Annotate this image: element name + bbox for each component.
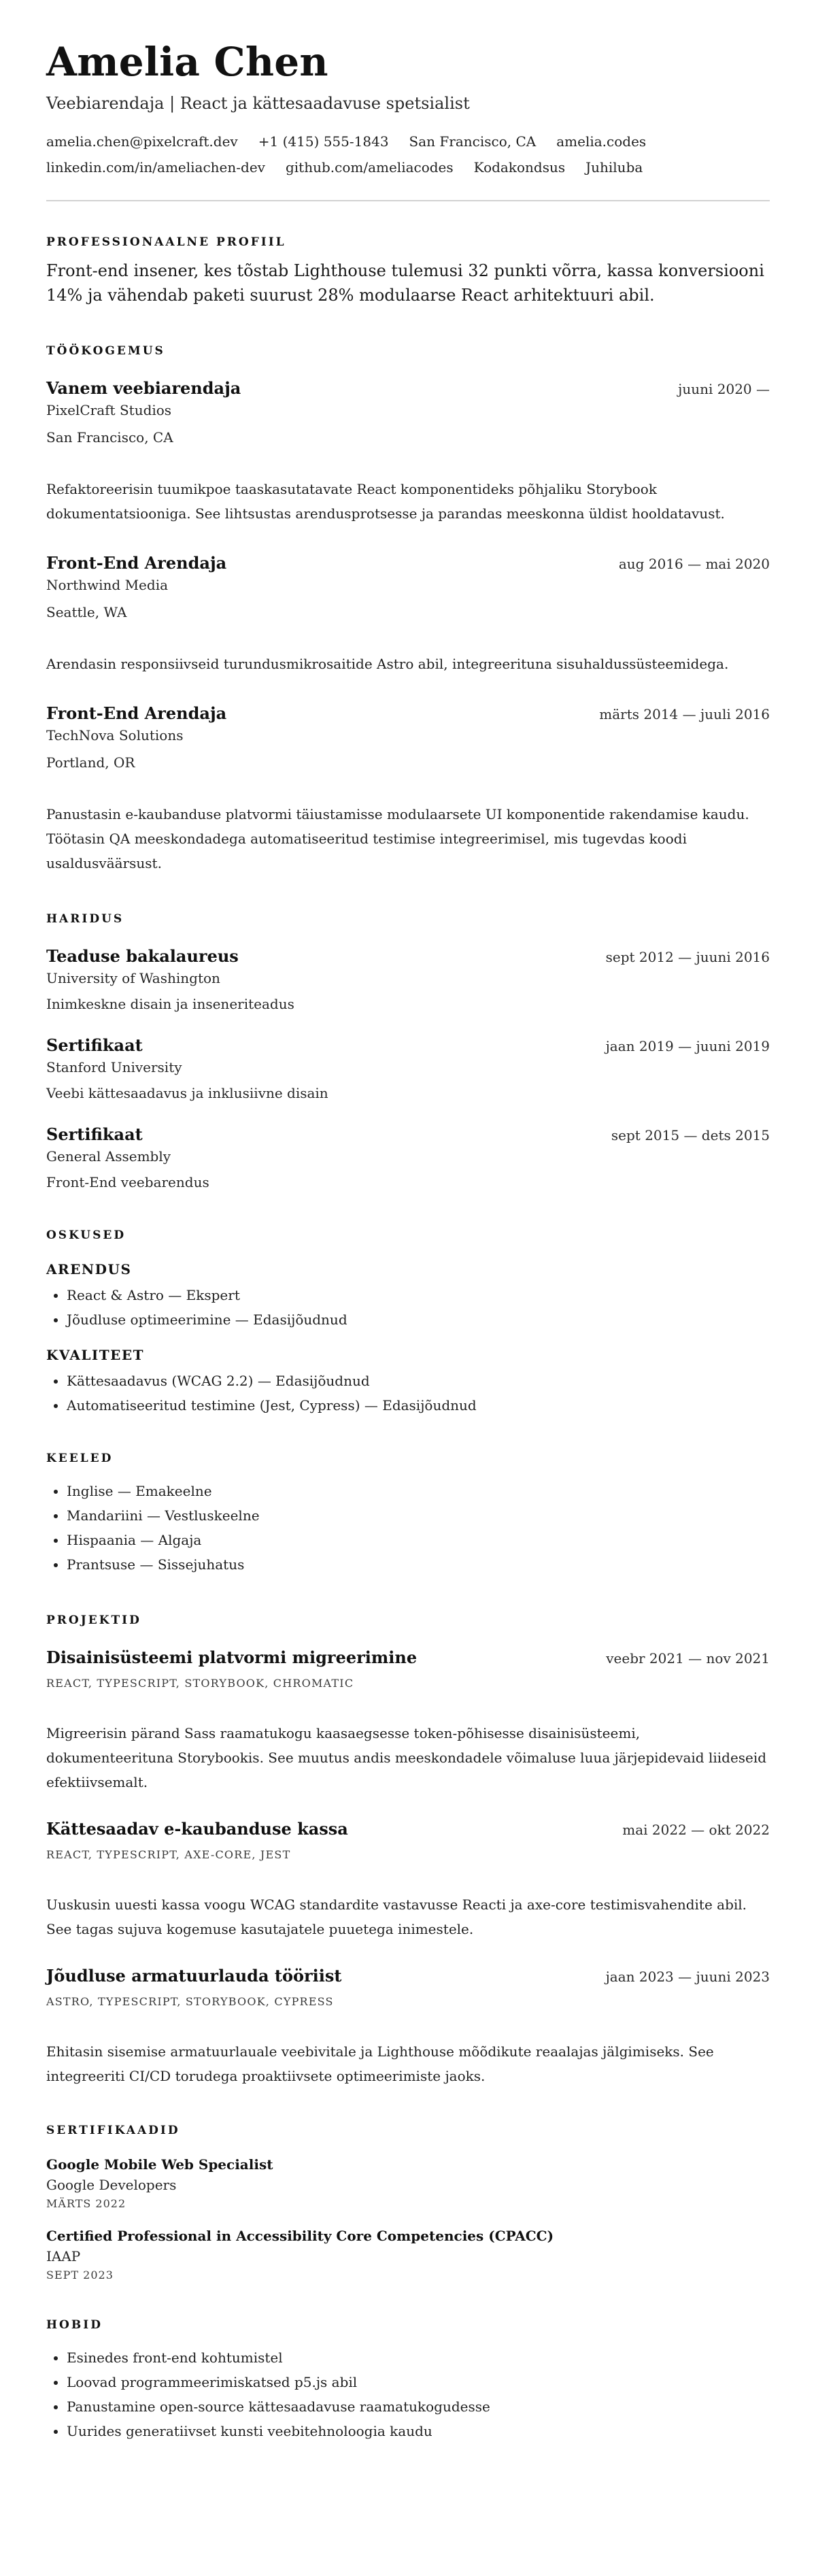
skills-section-title: OSKUSED <box>46 1228 126 1242</box>
languages-section-title: KEELED <box>46 1451 114 1465</box>
project-dates: mai 2022 — okt 2022 <box>622 1821 770 1838</box>
skill-item: • React & Astro — Ekspert <box>67 1283 770 1307</box>
certificate-issuer: Google Developers <box>46 2176 177 2193</box>
study-field: Veebi kättesaadavus ja inklusiivne disain <box>46 1084 328 1101</box>
project-tech-stack: ASTRO, TYPESCRIPT, STORYBOOK, CYPRESS <box>46 1994 334 2008</box>
hobby-item: • Esinedes front-end kohtumistel <box>67 2345 770 2370</box>
language-item: • Mandariini — Vestluskeelne <box>67 1503 770 1528</box>
project-description: Uuskusin uuesti kassa voogu WCAG standardite vastavusse Reacti ja axe-core testimisvahendite abil. See tagas sujuva kogemuse kasutajatele puuetega inimestele. <box>46 1896 747 1937</box>
project-tech-stack: REACT, TYPESCRIPT, STORYBOOK, CHROMATIC <box>46 1676 354 1690</box>
certificates-section-title: SERTIFIKAADID <box>46 2123 180 2137</box>
language-list <box>46 1479 770 1577</box>
certificate-date: SEPT 2023 <box>46 2268 114 2281</box>
degree-title: Sertifikaat <box>46 1124 143 1144</box>
language-item: • Prantsuse — Sissejuhatus <box>67 1552 770 1577</box>
project-dates: jaan 2023 — juuni 2023 <box>605 1968 770 1985</box>
skill-group-title: KVALITEET <box>46 1346 145 1363</box>
job-title: Front-End Arendaja <box>46 552 227 573</box>
certificate-name: Google Mobile Web Specialist <box>46 2156 273 2173</box>
job-description: Refaktoreerisin tuumikpoe taaskasutatavate React komponentideks põhjaliku Storybook dokumentatsiooniga. See lihtsustas arendusprotsesse ja parandas meeskonna üldist hooldatavust. <box>46 480 725 522</box>
projects-section-title: PROJEKTID <box>46 1613 141 1627</box>
hobbies-section-title: HOBID <box>46 2318 103 2332</box>
degree-dates: sept 2015 — dets 2015 <box>611 1126 770 1143</box>
education-section <box>46 912 770 1190</box>
project-name: Kättesaadav e-kaubanduse kassa <box>46 1818 348 1839</box>
education-entry <box>46 1124 770 1190</box>
degree-title: Teaduse bakalaureus <box>46 946 239 966</box>
header-divider <box>46 200 770 201</box>
experience-section <box>46 344 770 875</box>
hobby-item: • Panustamine open-source kättesaadavuse raamatukogudesse <box>67 2394 770 2419</box>
school-name: University of Washington <box>46 969 220 986</box>
education-entry <box>46 1035 770 1101</box>
skill-group-title: ARENDUS <box>46 1260 132 1277</box>
project-description: Migreerisin pärand Sass raamatukogu kaasaegsesse token-põhisesse disainisüsteemi, dokumenteerituna Storybookis. See muutus andis meeskondadele võimaluse luua järjepidevaid liideseid efektiivsemalt. <box>46 1724 767 1790</box>
contact-license: Juhiluba <box>585 158 643 175</box>
candidate-tagline: Veebiarendaja | React ja kättesaadavuse spetsialist <box>46 93 470 113</box>
project-description: Ehitasin sisemise armatuurlauale veebivitale ja Lighthouse mõõdikute reaalajas jälgimiseks. See integreeriti CI/CD torudega proaktiivsete optimeerimiste jaoks. <box>46 2043 714 2084</box>
certificate-entry <box>46 2228 770 2281</box>
job-location: San Francisco, CA <box>46 429 173 446</box>
job-dates: juuni 2020 — <box>678 380 770 397</box>
experience-entry <box>46 703 770 875</box>
contact-website[interactable]: amelia.codes <box>556 133 647 150</box>
language-item: • Hispaania — Algaja <box>67 1528 770 1552</box>
project-name: Jõudluse armatuurlauda tööriist <box>46 1965 342 1986</box>
skill-item: • Jõudluse optimeerimine — Edasijõudnud <box>67 1307 770 1332</box>
education-entry <box>46 946 770 1012</box>
study-field: Front-End veebarendus <box>46 1173 209 1190</box>
resume-header <box>46 41 770 175</box>
hobbies-section <box>46 2318 770 2443</box>
contact-location: San Francisco, CA <box>409 133 537 150</box>
contact-list <box>46 133 699 175</box>
degree-dates: sept 2012 — juuni 2016 <box>605 948 770 965</box>
study-field: Inimkeskne disain ja inseneriteadus <box>46 995 294 1012</box>
certificate-entry <box>46 2156 770 2210</box>
projects-section <box>46 1613 770 2088</box>
profile-section <box>46 235 770 307</box>
contact-email[interactable]: amelia.chen@pixelcraft.dev <box>46 133 238 150</box>
project-entry <box>46 1819 770 1941</box>
skill-group <box>46 1347 770 1418</box>
hobby-item: • Loovad programmeerimiskatsed p5.js abil <box>67 2370 770 2394</box>
degree-dates: jaan 2019 — juuni 2019 <box>605 1037 770 1054</box>
certificate-issuer: IAAP <box>46 2247 81 2264</box>
hobby-item: • Uurides generatiivset kunsti veebitehnoloogia kaudu <box>67 2419 770 2443</box>
certificate-date: MÄRTS 2022 <box>46 2196 126 2210</box>
job-dates: aug 2016 — mai 2020 <box>618 555 770 572</box>
job-location: Seattle, WA <box>46 603 127 620</box>
job-title: Vanem veebiarendaja <box>46 378 241 398</box>
contact-phone[interactable]: +1 (415) 555-1843 <box>258 133 389 150</box>
job-company: TechNova Solutions <box>46 726 184 743</box>
language-item: • Inglise — Emakeelne <box>67 1479 770 1503</box>
candidate-name: Amelia Chen <box>46 39 328 85</box>
job-description: Panustasin e-kaubanduse platvormi täiustamisse modulaarsete UI komponentide rakendamise kaudu. Töötasin QA meeskondadega automatiseeritud testimise integreerimisel, mis tugevdas koodi usaldusväärsust. <box>46 805 749 871</box>
contact-linkedin[interactable]: linkedin.com/in/ameliachen-dev <box>46 158 265 175</box>
project-entry <box>46 1647 770 1794</box>
profile-section-title: PROFESSIONAALNE PROFIIL <box>46 235 286 249</box>
certificate-name: Certified Professional in Accessibility Core Competencies (CPACC) <box>46 2227 554 2244</box>
skill-list <box>46 1369 770 1418</box>
profile-summary: Front-end insener, kes tõstab Lighthouse tulemusi 32 punkti võrra, kassa konversiooni 14% ja vähendab paketi suurust 28% modulaarse React arhitektuuri abil. <box>46 261 764 305</box>
job-location: Portland, OR <box>46 754 135 771</box>
skill-item: • Automatiseeritud testimine (Jest, Cypress) — Edasijõudnud <box>67 1393 770 1418</box>
project-entry <box>46 1966 770 2088</box>
contact-github[interactable]: github.com/ameliacodes <box>285 158 454 175</box>
job-company: PixelCraft Studios <box>46 401 172 418</box>
skills-section <box>46 1228 770 1418</box>
contact-citizenship: Kodakondsus <box>473 158 566 175</box>
project-dates: veebr 2021 — nov 2021 <box>606 1650 770 1667</box>
languages-section <box>46 1452 770 1577</box>
job-description: Arendasin responsiivseid turundusmikrosaitide Astro abil, integreerituna sisuhaldussüsteemidega. <box>46 655 729 672</box>
school-name: Stanford University <box>46 1058 182 1075</box>
job-company: Northwind Media <box>46 576 169 593</box>
certificates-section <box>46 2124 770 2281</box>
project-tech-stack: REACT, TYPESCRIPT, AXE-CORE, JEST <box>46 1847 291 1861</box>
experience-entry <box>46 378 770 526</box>
degree-title: Sertifikaat <box>46 1035 143 1055</box>
job-title: Front-End Arendaja <box>46 703 227 723</box>
job-dates: märts 2014 — juuli 2016 <box>599 705 770 722</box>
experience-entry <box>46 553 770 676</box>
experience-section-title: TÖÖKOGEMUS <box>46 344 165 358</box>
school-name: General Assembly <box>46 1148 171 1165</box>
skill-group <box>46 1261 770 1332</box>
hobby-list <box>46 2345 770 2443</box>
project-name: Disainisüsteemi platvormi migreerimine <box>46 1647 418 1667</box>
education-section-title: HARIDUS <box>46 911 124 926</box>
skill-list <box>46 1283 770 1332</box>
skill-item: • Kättesaadavus (WCAG 2.2) — Edasijõudnud <box>67 1369 770 1393</box>
